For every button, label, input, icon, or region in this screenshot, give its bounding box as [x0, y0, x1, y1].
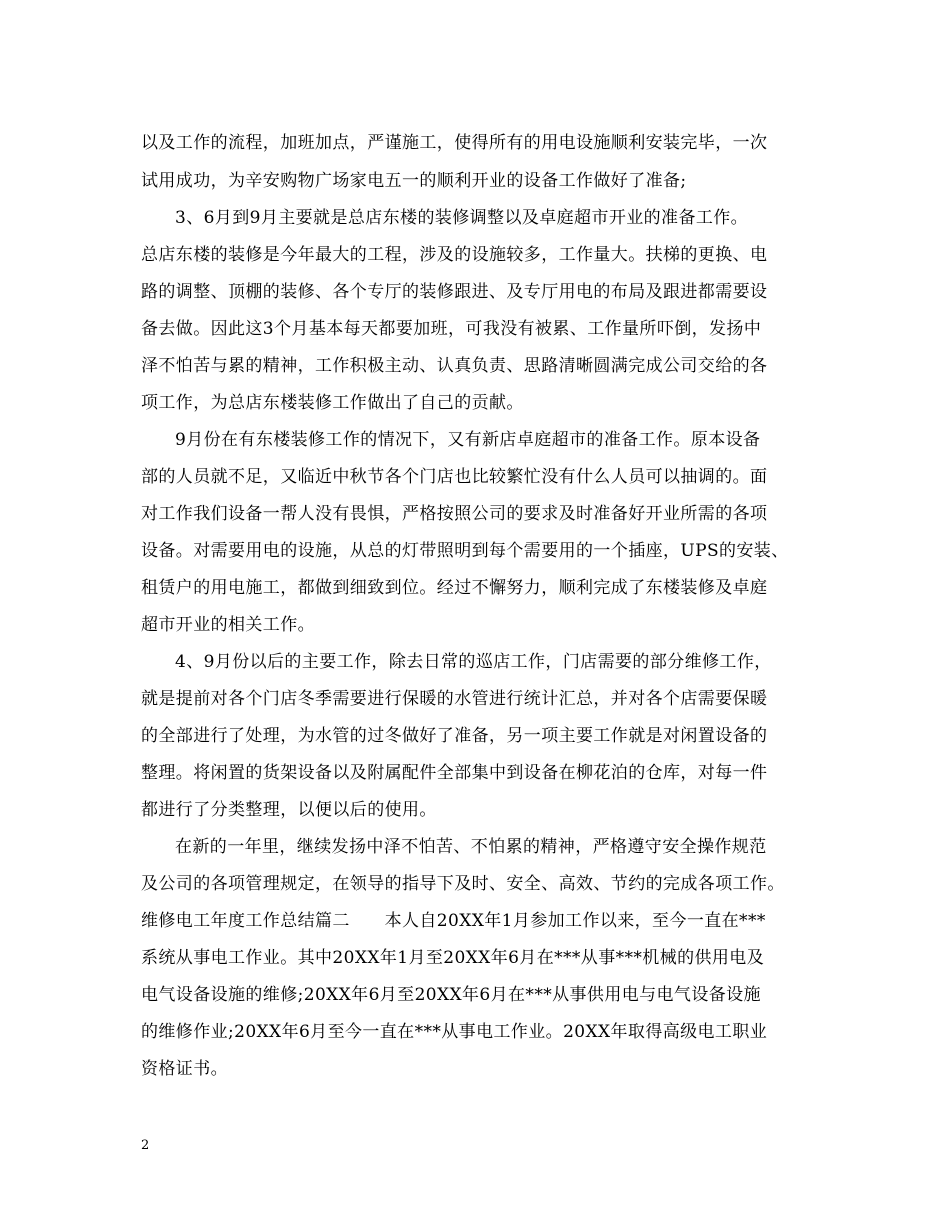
text-line: 系统从事电工作业。其中20XX年1月至20XX年6月在***从事***机械的供用电及	[141, 948, 765, 968]
text-line: 设备。对需要用电的设施，从总的灯带照明到每个需要用的一个插座，UPS的安装、	[141, 541, 789, 561]
text-line: 泽不怕苦与累的精神，工作积极主动、认真负责、思路清晰圆满完成公司交给的各	[141, 356, 768, 376]
text-line: 就是提前对各个门店冬季需要进行保暖的水管进行统计汇总，并对各个店需要保暖	[141, 689, 768, 709]
text-line: 试用成功，为辛安购物广场家电五一的顺利开业的设备工作做好了准备;	[141, 171, 687, 191]
text-line: 项工作，为总店东楼装修工作做出了自己的贡献。	[141, 393, 524, 413]
text-line: 的维修作业;20XX年6月至今一直在***从事电工作业。20XX年取得高级电工职业	[141, 1022, 768, 1042]
text-line: 租赁户的用电施工，都做到细致到位。经过不懈努力，顺利完成了东楼装修及卓庭	[141, 578, 768, 598]
text-line: 9月份在有东楼装修工作的情况下，又有新店卓庭超市的准备工作。原本设备	[175, 430, 761, 450]
text-line: 及公司的各项管理规定，在领导的指导下及时、安全、高效、节约的完成各项工作。	[141, 874, 785, 894]
text-line: 以及工作的流程，加班加点，严谨施工，使得所有的用电设施顺利安装完毕，一次	[141, 133, 768, 153]
text-line: 路的调整、顶棚的装修、各个专厅的装修跟进、及专厅用电的布局及跟进都需要设	[141, 282, 768, 302]
text-line: 资格证书。	[141, 1059, 228, 1079]
text-line: 备去做。因此这3个月基本每天都要加班，可我没有被累、工作量所吓倒，发扬中	[141, 319, 762, 339]
page-number: 2	[141, 1138, 150, 1153]
text-line: 总店东楼的装修是今年最大的工程，涉及的设施较多，工作量大。扶梯的更换、电	[141, 245, 768, 265]
text-line: 超市开业的相关工作。	[141, 615, 315, 635]
text-line: 对工作我们设备一帮人没有畏惧，严格按照公司的要求及时准备好开业所需的各项	[141, 504, 768, 524]
text-line: 在新的一年里，继续发扬中泽不怕苦、不怕累的精神，严格遵守安全操作规范	[175, 837, 767, 857]
text-line: 4、9月份以后的主要工作，除去日常的巡店工作，门店需要的部分维修工作，	[175, 652, 772, 672]
text-line: 整理。将闲置的货架设备以及附属配件全部集中到设备在柳花泊的仓库，对每一件	[141, 763, 768, 783]
text-line: 3、6月到9月主要就是总店东楼的装修调整以及卓庭超市开业的准备工作。	[175, 208, 749, 228]
text-line: 都进行了分类整理，以便以后的使用。	[141, 800, 437, 820]
text-line: 电气设备设施的维修;20XX年6月至20XX年6月在***从事供用电与电气设备设施	[141, 985, 761, 1005]
text-line: 的全部进行了处理，为水管的过冬做好了准备，另一项主要工作就是对闲置设备的	[141, 726, 768, 746]
text-line: 维修电工年度工作总结篇二 本人自20XX年1月参加工作以来，至今一直在***	[141, 911, 766, 931]
text-line: 部的人员就不足，又临近中秋节各个门店也比较繁忙没有什么人员可以抽调的。面	[141, 467, 768, 487]
